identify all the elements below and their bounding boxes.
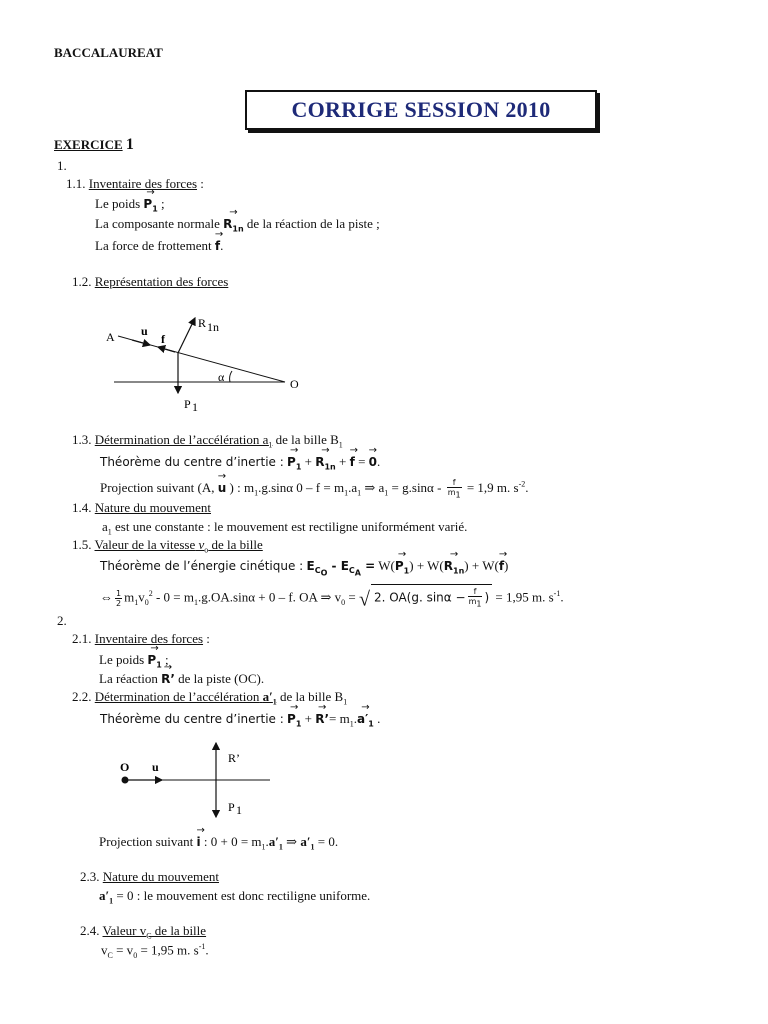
page-title: CORRIGE SESSION 2010 — [291, 97, 551, 122]
section-1-4-text: $a_1$ est une constante : le mouvement est rectiligne uniformément varié. — [102, 519, 468, 537]
section-1-2-heading: 1.2. Représentation des forces — [72, 274, 229, 289]
section-2-3-heading: 2.3. Nature du mouvement — [80, 869, 219, 884]
arrow-r1n — [178, 318, 195, 353]
label-alpha: α — [218, 370, 225, 384]
label-p1: P — [184, 397, 191, 411]
force-friction-line: La force de frottement → f. — [95, 238, 223, 254]
label-o: O — [290, 377, 299, 391]
part1-number: 1. — [57, 158, 67, 173]
vector-f: → f — [215, 239, 220, 253]
label-o2: O — [120, 760, 130, 774]
section-1-5-heading: 1.5. Valeur de la vitesse $v_o$ de la bille — [72, 537, 263, 555]
force-weight-line: Le poids → $P_1$ ; — [95, 196, 165, 213]
theorem-line-1: Théorème du centre d’inertie : → $P_1$ + → $R_{1n}$ + → f = → 0. — [100, 454, 380, 471]
title-box — [245, 90, 597, 130]
energy-result-line: ⇔ $\frac{1}{2}$ $m_1v_0^2 - 0 = m_1.g.OA.\sin\alpha + 0 - f$. OA ⇒ $v_0$ = √ 2. OA(g. sinα − $\frac{f}{m_1}$ ) = 1,95 m. $s^{-1}$. — [100, 584, 564, 611]
vector-r1n: → $R_{1n}$ — [223, 217, 244, 233]
vector-p1: → $P_1$ — [143, 197, 157, 213]
section-1-3-heading: 1.3. Détermination de l’accélération $a_1$ de la bille $B_1$ — [72, 432, 343, 450]
energy-theorem-line: Théorème de l’énergie cinétique : $E_{C_O} - E_{C_A} = W(\to P_1) + W(\to R_{1n}) + W(\to f)$ — [100, 558, 508, 578]
section-2-4-text: $v_C = v_0 = 1,95$ m. $s^{-1}$. — [101, 942, 209, 960]
svg-text:1n: 1n — [207, 320, 219, 334]
label-r-prime: R’ — [228, 751, 240, 765]
section-2-3-text: $a'_1 = 0$ : le mouvement est donc rectiligne uniforme. — [99, 888, 371, 906]
part2-number: 2. — [57, 613, 67, 628]
section-2-2-heading: 2.2. Détermination de l’accélération $a'_1$ de la bille $B_1$ — [72, 689, 348, 707]
section-2-1-heading: 2.1. Inventaire des forces : — [72, 631, 210, 646]
label-a: A — [106, 330, 115, 344]
section-1-1-heading: 1.1. Inventaire des forces : — [66, 176, 204, 191]
label-f: f — [161, 332, 165, 346]
forces-diagram-2 — [110, 740, 280, 820]
label-u2: u — [152, 760, 159, 774]
label-p1-2: P — [228, 800, 235, 814]
force-normal-line: La composante normale → $R_{1n}$ de la réaction de la piste ; — [95, 216, 380, 233]
label-r1n: R — [198, 316, 207, 330]
theorem-line-2: Théorème du centre d’inertie : → $P_1$ + → R’= $m_1.\to a'_1$ . — [100, 711, 380, 729]
label-u: u — [141, 324, 148, 338]
svg-text:1: 1 — [236, 803, 242, 817]
section-1-4-heading: 1.4. Nature du mouvement — [72, 500, 211, 515]
header-label: BACCALAUREAT — [54, 45, 163, 60]
force-weight-line-2: Le poids → $P_1$ ; — [99, 652, 169, 669]
arrow-f — [158, 347, 175, 352]
projection-line-1: Projection suivant (A, → u ) : $m_1.g.\sin\alpha$ $0 - f = m_1.a_1$ ⇒ $a_1 = g.\sin\alpha$ - $\frac{f}{m_1}$ = 1,9 m. $s^{-2}$. — [100, 478, 529, 500]
forces-diagram-1 — [100, 305, 330, 420]
section-2-4-heading: 2.4. Valeur $v_C$ de la bille — [80, 923, 207, 941]
exercise-heading: EXERCICE 1 — [54, 136, 134, 153]
force-reaction-line: La réaction → R’ de la piste (OC). — [99, 671, 264, 687]
arrow-u — [132, 340, 150, 345]
svg-text:1: 1 — [192, 400, 198, 414]
projection-line-2: Projection suivant → i : $0 + 0 = m_1.a'_1$ ⇒ $a'_1 = 0$. — [99, 834, 338, 852]
